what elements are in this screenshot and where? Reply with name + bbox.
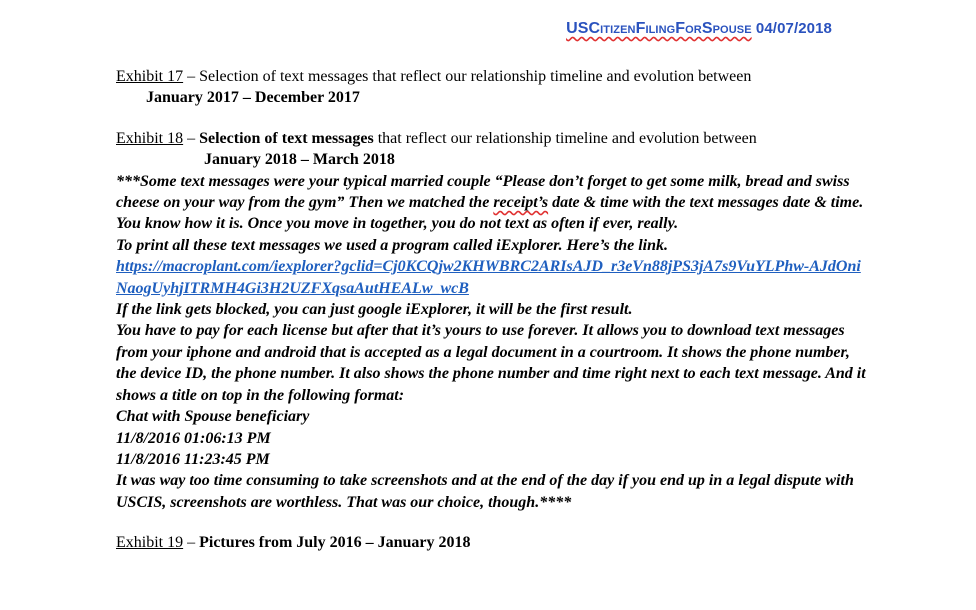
exhibit-18-dash: –	[183, 129, 200, 147]
document-header	[566, 20, 832, 38]
note-paragraph-2: To print all these text messages we used a program called iExplorer. Here’s the link.	[116, 236, 669, 254]
note-paragraph-3: If the link gets blocked, you can just google iExplorer, it will be the first result.	[116, 301, 633, 319]
header-brand: USCitizenFilingForSpouse	[566, 20, 752, 37]
note-p1-a: ***Some text messages were your typical married couple “Please don’t forget to get some milk, bread and swiss cheese on your way from the gym” Then we matched the	[116, 172, 850, 212]
exhibit-17	[116, 66, 866, 109]
exhibit-18-bold-text: Selection of text messages	[199, 129, 374, 147]
iexplorer-link[interactable]: https://macroplant.com/iexplorer?gclid=Cj0KCQjw2KHWBRC2ARIsAJD_r3eVn88jPS3jA7s9VuYLPhw-AJdOniNaogUyhjITRMH4Gi3H2UZFXqsaAutHEALw_wcB	[116, 258, 861, 297]
exhibit-19	[116, 532, 866, 553]
note-paragraph-8: It was way too time consuming to take screenshots and at the end of the day if you end up in a legal dispute with USCIS, screenshots are worthless. That was our choice, though.****	[116, 472, 854, 511]
header-date: 04/07/2018	[755, 20, 832, 37]
note-paragraph-1	[116, 171, 866, 235]
exhibit-17-text: Selection of text messages that reflect our relationship timeline and evolution between	[199, 68, 752, 85]
exhibit-19-dash: –	[183, 534, 200, 552]
exhibit-17-dash: –	[183, 68, 200, 85]
note-paragraph-5: Chat with Spouse beneficiary	[116, 408, 310, 426]
exhibit-19-label: Exhibit 19	[116, 534, 184, 552]
exhibit-18-note	[116, 171, 866, 514]
exhibit-17-range: January 2017 – December 2017	[146, 89, 360, 107]
exhibit-18	[116, 128, 866, 171]
exhibit-17-label: Exhibit 17	[116, 68, 184, 85]
exhibit-19-bold-text: Pictures from July 2016 – January 2018	[199, 534, 471, 552]
document-body	[116, 66, 866, 554]
note-paragraph-7: 11/8/2016 11:23:45 PM	[116, 450, 270, 468]
exhibit-18-label: Exhibit 18	[116, 129, 184, 147]
note-paragraph-6: 11/8/2016 01:06:13 PM	[116, 429, 271, 447]
note-p1-b: date & time with the text messages date & time. You know how it is. Once you move in together, you do not text as often if ever, really.	[116, 194, 864, 233]
exhibit-18-range: January 2018 – March 2018	[204, 151, 395, 169]
note-paragraph-4: You have to pay for each license but after that it’s yours to use forever. It allows you to download text messages from your iphone and android that is accepted as a legal document in a courtroom. It shows the phone number, the device ID, the phone number. It also shows the phone number and time right next to each text message. And it shows a title on top in the following format:	[116, 322, 866, 404]
note-p1-receipt: receipt’s	[493, 194, 549, 212]
exhibit-18-text: that reflect our relationship timeline and evolution between	[373, 129, 757, 147]
